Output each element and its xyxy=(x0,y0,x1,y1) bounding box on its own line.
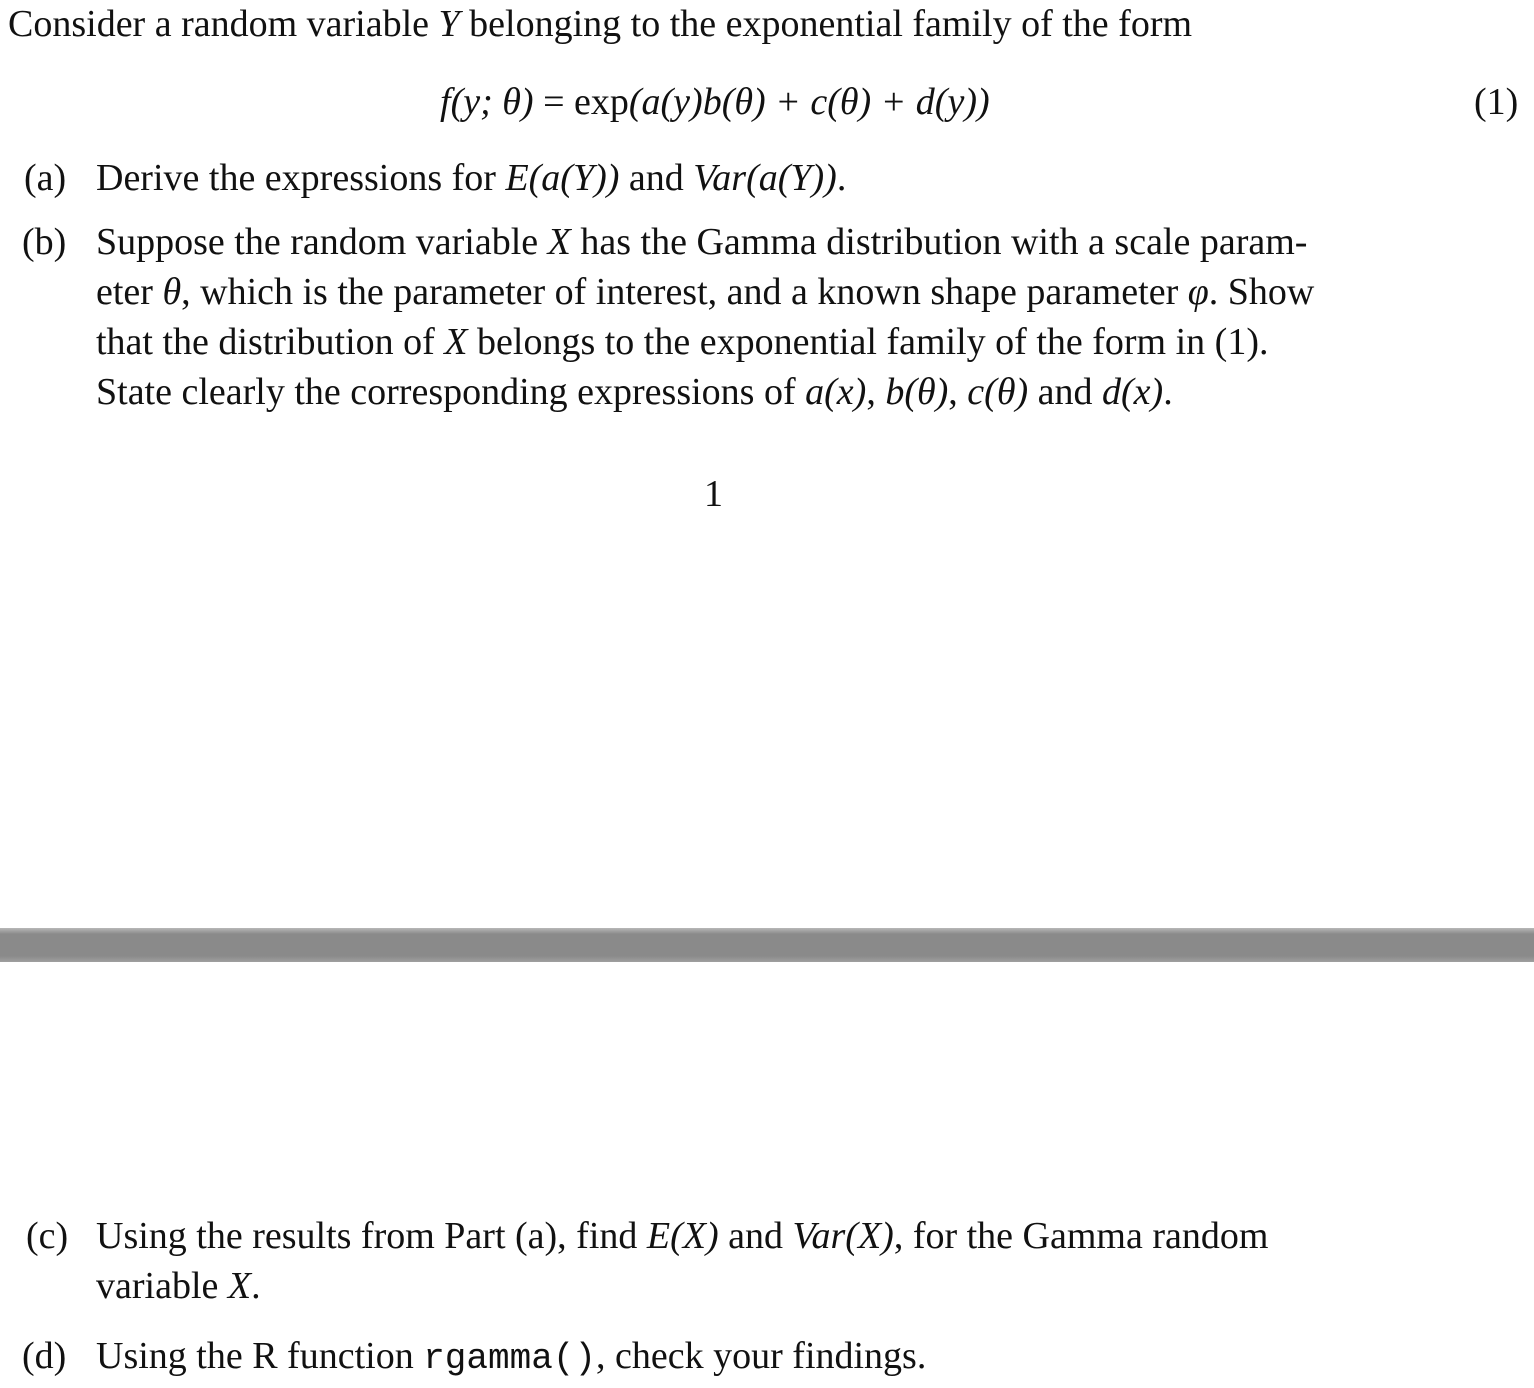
part-a-text: Derive the expressions for E(a(Y)) and Var(a(Y)). xyxy=(96,157,847,199)
part-b-line-1: Suppose the random variable X has the Gamma distribution with a scale param- xyxy=(96,221,1308,263)
part-b-label: (b) xyxy=(22,221,67,263)
exponential-family-equation: f(y; θ) = exp(a(y)b(θ) + c(θ) + d(y)) xyxy=(440,81,990,123)
page-2 xyxy=(0,962,1534,1388)
equation-number: (1) xyxy=(1474,81,1519,123)
part-b-line-4: State clearly the corresponding expressions of a(x), b(θ), c(θ) and d(x). xyxy=(96,371,1173,413)
part-d-text: Using the R function rgamma(), check your findings. xyxy=(96,1335,927,1379)
part-d-label: (d) xyxy=(22,1335,67,1377)
part-b-line-3: that the distribution of X belongs to the exponential family of the form in (1). xyxy=(96,321,1269,363)
part-c-line-1: Using the results from Part (a), find E(X) and Var(X), for the Gamma random xyxy=(96,1215,1269,1257)
page-number: 1 xyxy=(704,473,723,515)
part-c-label: (c) xyxy=(26,1215,69,1257)
intro-text: Consider a random variable Y belonging to the exponential family of the form xyxy=(8,3,1193,45)
page-divider xyxy=(0,928,1534,962)
rgamma-code: rgamma() xyxy=(423,1338,597,1379)
part-a-label: (a) xyxy=(24,157,67,199)
part-b-line-2: eter θ, which is the parameter of interest, and a known shape parameter φ. Show xyxy=(96,271,1315,313)
var-y: Y xyxy=(438,3,460,45)
part-c-line-2: variable X. xyxy=(96,1265,261,1307)
